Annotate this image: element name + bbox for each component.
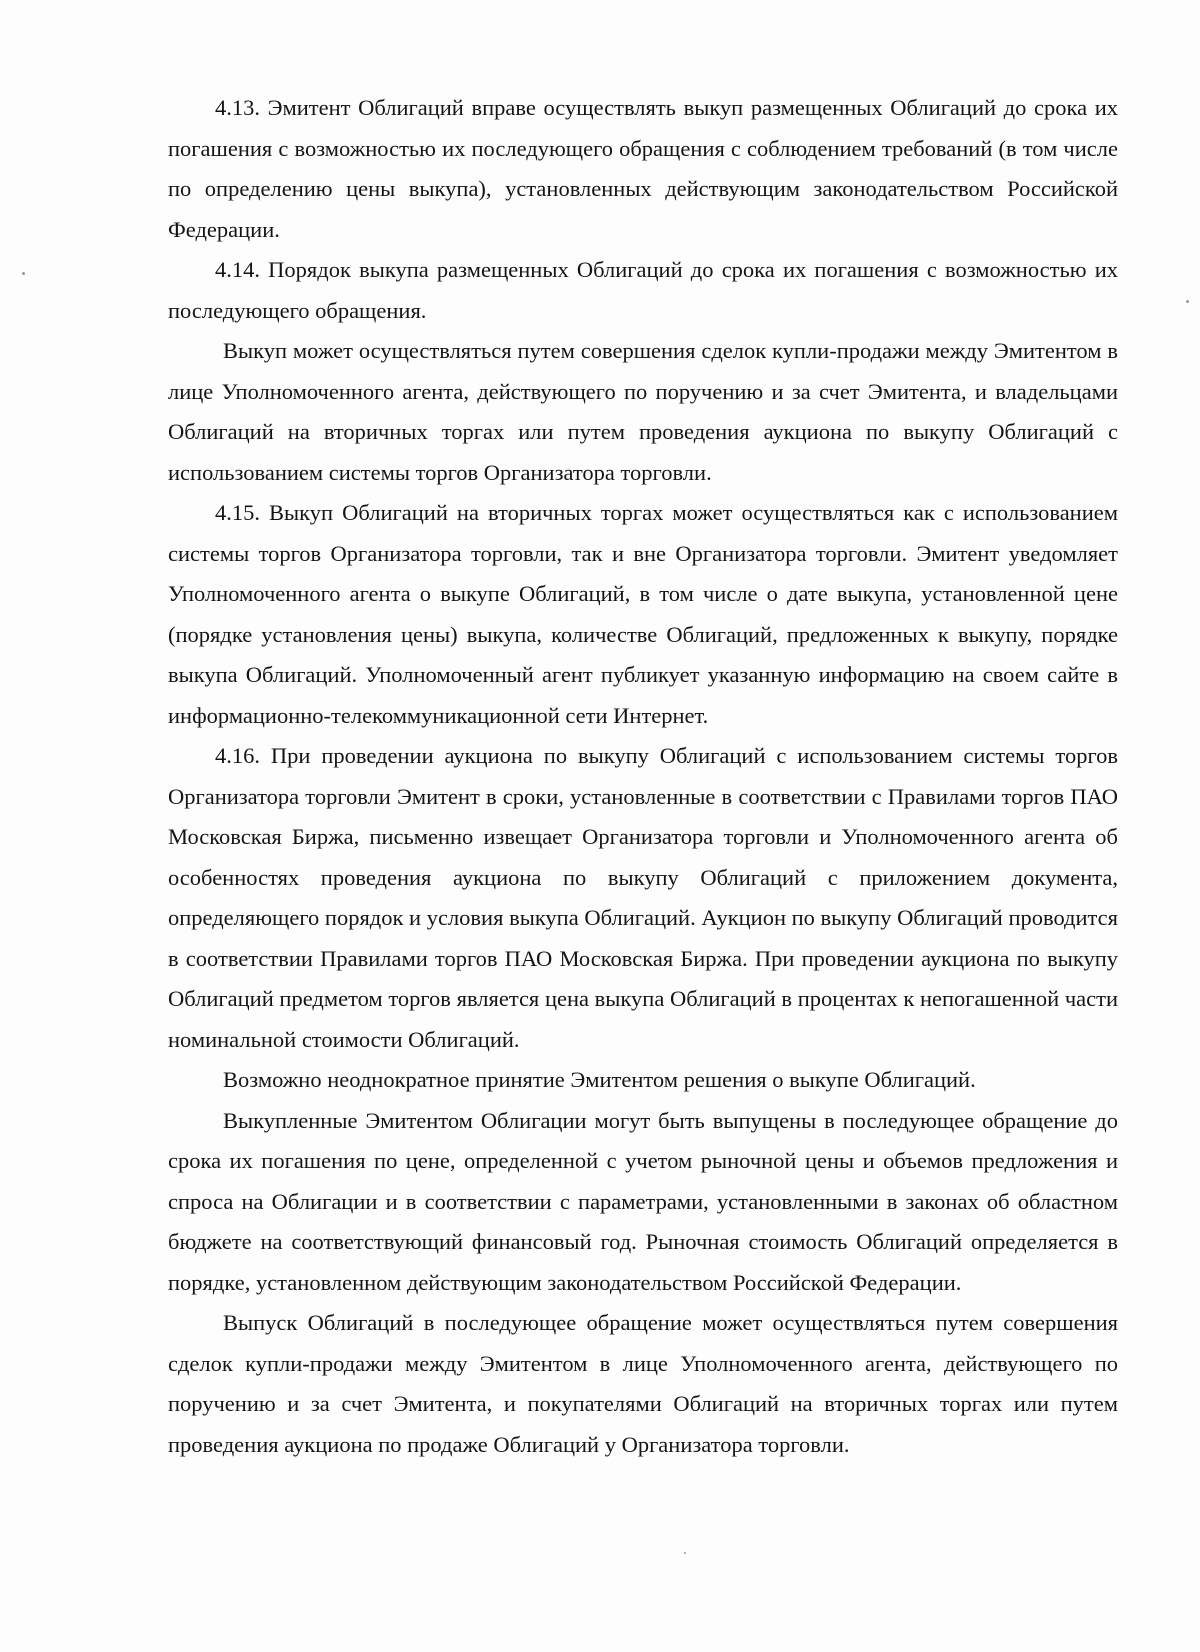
scan-speck (22, 272, 25, 275)
scan-speck (1186, 300, 1189, 303)
paragraph-reissue: Выкупленные Эмитентом Облигации могут быть выпущены в последующее обращение до срока их погашения по цене, определенной с учетом рыночной цены и объемов предложения и спроса на Облигации и в соответствии с параметрами, установленными в законах об областном бюджете на соответствующий финансовый год. Рыночная стоимость Облигаций определяется в порядке, установленном действующим законодательством Российской Федерации. (168, 1107, 1118, 1295)
document-body (168, 88, 1118, 1465)
paragraph-4-15: 4.15. Выкуп Облигаций на вторичных торгах может осуществляться как с использованием системы торгов Организатора торговли, так и вне Организатора торговли. Эмитент уведомляет Уполномоченного агента о выкупе Облигаций, в том числе о дате выкупа, установленной цене (порядке установления цены) выкупа, количестве Облигаций, предложенных к выкупу, порядке выкупа Облигаций. Уполномоченный агент публикует указанную информацию на своем сайте в информационно-телекоммуникационной сети Интернет. (168, 500, 1118, 728)
paragraph-4-14: 4.14. Порядок выкупа размещенных Облигаций до срока их погашения с возможностью их последующего обращения. (168, 257, 1118, 323)
scan-speck (684, 1552, 686, 1554)
paragraph-reissue-method: Выпуск Облигаций в последующее обращение может осуществляться путем совершения сделок купли-продажи между Эмитентом в лице Уполномоченного агента, действующего по поручению и за счет Эмитента, и покупателями Облигаций на вторичных торгах или путем проведения аукциона по продаже Облигаций у Организатора торговли. (168, 1310, 1118, 1457)
paragraph-buyback-method: Выкуп может осуществляться путем совершения сделок купли-продажи между Эмитентом в лице Уполномоченного агента, действующего по поручению и за счет Эмитента, и владельцами Облигаций на вторичных торгах или путем проведения аукциона по выкупу Облигаций с использованием системы торгов Организатора торговли. (168, 338, 1118, 485)
paragraph-4-16: 4.16. При проведении аукциона по выкупу Облигаций с использованием системы торгов Организатора торговли Эмитент в сроки, установленные в соответствии с Правилами торгов ПАО Московская Биржа, письменно извещает Организатора торговли и Уполномоченного агента об особенностях проведения аукциона по выкупу Облигаций с приложением документа, определяющего порядок и условия выкупа Облигаций. Аукцион по выкупу Облигаций проводится в соответствии Правилами торгов ПАО Московская Биржа. При проведении аукциона по выкупу Облигаций предметом торгов является цена выкупа Облигаций в процентах к непогашенной части номинальной стоимости Облигаций. (168, 743, 1118, 1052)
paragraph-4-13: 4.13. Эмитент Облигаций вправе осуществлять выкуп размещенных Облигаций до срока их погашения с возможностью их последующего обращения с соблюдением требований (в том числе по определению цены выкупа), установленных действующим законодательством Российской Федерации. (168, 95, 1118, 242)
paragraph-repeated-decision: Возможно неоднократное принятие Эмитентом решения о выкупе Облигаций. (223, 1067, 976, 1092)
